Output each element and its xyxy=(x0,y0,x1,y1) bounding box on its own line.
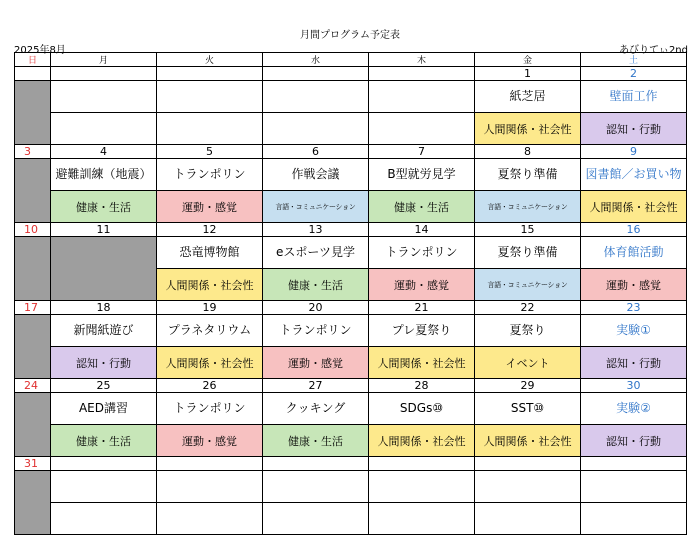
event-cell xyxy=(263,471,369,503)
date-wed: 6 xyxy=(263,145,369,159)
date-sat xyxy=(581,457,687,471)
date-sat: 23 xyxy=(581,301,687,315)
date-tue: 26 xyxy=(157,379,263,393)
event-cell: 実験② xyxy=(581,393,687,425)
organization-name: あびりてぃ2nd xyxy=(619,45,688,56)
week-4-event-row xyxy=(15,315,687,347)
category-cell: 人間関係・社会性 xyxy=(475,113,581,145)
event-cell: トランポリン xyxy=(369,237,475,269)
date-thu: 21 xyxy=(369,301,475,315)
weekday-tue: 火 xyxy=(157,53,263,67)
event-cell: eスポーツ見学 xyxy=(263,237,369,269)
date-mon: 4 xyxy=(51,145,157,159)
date-mon xyxy=(51,457,157,471)
date-thu: 28 xyxy=(369,379,475,393)
category-cell: 人間関係・社会性 xyxy=(581,191,687,223)
category-cell: 運動・感覚 xyxy=(581,269,687,301)
weekday-fri: 金 xyxy=(475,53,581,67)
week-3-date-row xyxy=(15,223,687,237)
sunday-closed-block xyxy=(15,159,51,223)
category-cell: 運動・感覚 xyxy=(369,269,475,301)
week-1-event-row xyxy=(15,81,687,113)
week-2-date-row xyxy=(15,145,687,159)
event-cell: 壁面工作 xyxy=(581,81,687,113)
date-thu xyxy=(369,457,475,471)
date-wed: 13 xyxy=(263,223,369,237)
sunday-closed-block xyxy=(15,81,51,145)
sunday-closed-block xyxy=(15,237,51,301)
weekday-sun: 日 xyxy=(15,53,51,67)
category-cell: 言語・コミュニケーション xyxy=(263,191,369,223)
event-cell: 作戦会議 xyxy=(263,159,369,191)
date-wed xyxy=(263,67,369,81)
category-cell: 言語・コミュニケーション xyxy=(475,269,581,301)
week-1-date-row xyxy=(15,67,687,81)
event-cell xyxy=(369,81,475,113)
event-cell: SST⑩ xyxy=(475,393,581,425)
category-cell: 認知・行動 xyxy=(581,113,687,145)
event-cell xyxy=(51,81,157,113)
week-3-event-row xyxy=(15,237,687,269)
category-cell: 人間関係・社会性 xyxy=(475,425,581,457)
date-wed: 20 xyxy=(263,301,369,315)
category-cell: 人間関係・社会性 xyxy=(369,347,475,379)
date-sat: 16 xyxy=(581,223,687,237)
week-5-date-row xyxy=(15,379,687,393)
week-6-date-row xyxy=(15,457,687,471)
empty-cell xyxy=(581,503,687,535)
event-cell xyxy=(581,471,687,503)
date-thu: 14 xyxy=(369,223,475,237)
week-2-event-row xyxy=(15,159,687,191)
date-fri: 8 xyxy=(475,145,581,159)
event-cell xyxy=(157,81,263,113)
date-sat: 30 xyxy=(581,379,687,393)
category-cell xyxy=(157,113,263,145)
category-cell: 健康・生活 xyxy=(51,425,157,457)
event-cell: 夏祭り準備 xyxy=(475,237,581,269)
date-tue xyxy=(157,457,263,471)
date-sun: 17 xyxy=(15,301,51,315)
sunday-closed-block xyxy=(15,315,51,379)
calendar-table xyxy=(14,52,687,535)
event-cell: 夏祭り xyxy=(475,315,581,347)
date-tue: 19 xyxy=(157,301,263,315)
category-cell: 健康・生活 xyxy=(369,191,475,223)
date-fri: 22 xyxy=(475,301,581,315)
event-cell: 避難訓練（地震） xyxy=(51,159,157,191)
category-cell: 認知・行動 xyxy=(51,347,157,379)
week-5-category-row xyxy=(15,425,687,457)
category-cell: 運動・感覚 xyxy=(263,347,369,379)
category-cell: 健康・生活 xyxy=(263,425,369,457)
date-mon: 25 xyxy=(51,379,157,393)
event-cell: 夏祭り準備 xyxy=(475,159,581,191)
date-sun: 24 xyxy=(15,379,51,393)
category-cell: 人間関係・社会性 xyxy=(157,269,263,301)
date-thu xyxy=(369,67,475,81)
date-sun xyxy=(15,67,51,81)
empty-cell xyxy=(475,503,581,535)
week-4-category-row xyxy=(15,347,687,379)
event-cell: トランポリン xyxy=(157,393,263,425)
category-cell: 認知・行動 xyxy=(581,347,687,379)
closed-day-block xyxy=(51,237,157,301)
sunday-closed-block xyxy=(15,471,51,535)
event-cell: プラネタリウム xyxy=(157,315,263,347)
empty-cell xyxy=(263,503,369,535)
event-cell: 図書館／お買い物 xyxy=(581,159,687,191)
event-cell: トランポリン xyxy=(263,315,369,347)
category-cell: 言語・コミュニケーション xyxy=(475,191,581,223)
week-1-category-row xyxy=(15,113,687,145)
category-cell: 健康・生活 xyxy=(51,191,157,223)
date-thu: 7 xyxy=(369,145,475,159)
date-fri: 15 xyxy=(475,223,581,237)
category-cell xyxy=(51,113,157,145)
category-cell: 人間関係・社会性 xyxy=(157,347,263,379)
event-cell: 体育館活動 xyxy=(581,237,687,269)
event-cell xyxy=(51,471,157,503)
date-wed xyxy=(263,457,369,471)
weekday-sat: 土 xyxy=(581,53,687,67)
date-mon: 18 xyxy=(51,301,157,315)
event-cell: AED講習 xyxy=(51,393,157,425)
category-cell xyxy=(369,113,475,145)
date-fri: 1 xyxy=(475,67,581,81)
category-cell: 認知・行動 xyxy=(581,425,687,457)
event-cell xyxy=(263,81,369,113)
event-cell: SDGs⑩ xyxy=(369,393,475,425)
empty-cell xyxy=(369,503,475,535)
page-title: 月間プログラム予定表 xyxy=(300,30,400,41)
date-fri xyxy=(475,457,581,471)
week-4-date-row xyxy=(15,301,687,315)
week-6-blank-row xyxy=(15,503,687,535)
event-cell: 実験① xyxy=(581,315,687,347)
empty-cell xyxy=(157,503,263,535)
date-mon xyxy=(51,67,157,81)
date-sun: 3 xyxy=(15,145,51,159)
weekday-wed: 水 xyxy=(263,53,369,67)
event-cell: 新聞紙遊び xyxy=(51,315,157,347)
date-wed: 27 xyxy=(263,379,369,393)
weekday-mon: 月 xyxy=(51,53,157,67)
event-cell xyxy=(157,471,263,503)
event-cell: トランポリン xyxy=(157,159,263,191)
weekday-thu: 木 xyxy=(369,53,475,67)
event-cell: クッキング xyxy=(263,393,369,425)
date-sat: 9 xyxy=(581,145,687,159)
date-tue: 5 xyxy=(157,145,263,159)
date-mon: 11 xyxy=(51,223,157,237)
week-5-event-row xyxy=(15,393,687,425)
week-6-event-row xyxy=(15,471,687,503)
date-sat: 2 xyxy=(581,67,687,81)
event-cell xyxy=(369,471,475,503)
event-cell: プレ夏祭り xyxy=(369,315,475,347)
event-cell: B型就労見学 xyxy=(369,159,475,191)
weekday-header-row xyxy=(15,53,687,67)
event-cell: 恐竜博物館 xyxy=(157,237,263,269)
event-cell: 紙芝居 xyxy=(475,81,581,113)
category-cell: 運動・感覚 xyxy=(157,191,263,223)
category-cell xyxy=(263,113,369,145)
sunday-closed-block xyxy=(15,393,51,457)
week-2-category-row xyxy=(15,191,687,223)
date-sun: 10 xyxy=(15,223,51,237)
date-tue: 12 xyxy=(157,223,263,237)
date-sun: 31 xyxy=(15,457,51,471)
event-cell xyxy=(475,471,581,503)
date-fri: 29 xyxy=(475,379,581,393)
category-cell: イベント xyxy=(475,347,581,379)
year-month: 2025年8月 xyxy=(14,45,66,56)
date-tue xyxy=(157,67,263,81)
category-cell: 人間関係・社会性 xyxy=(369,425,475,457)
category-cell: 運動・感覚 xyxy=(157,425,263,457)
category-cell: 健康・生活 xyxy=(263,269,369,301)
empty-cell xyxy=(51,503,157,535)
